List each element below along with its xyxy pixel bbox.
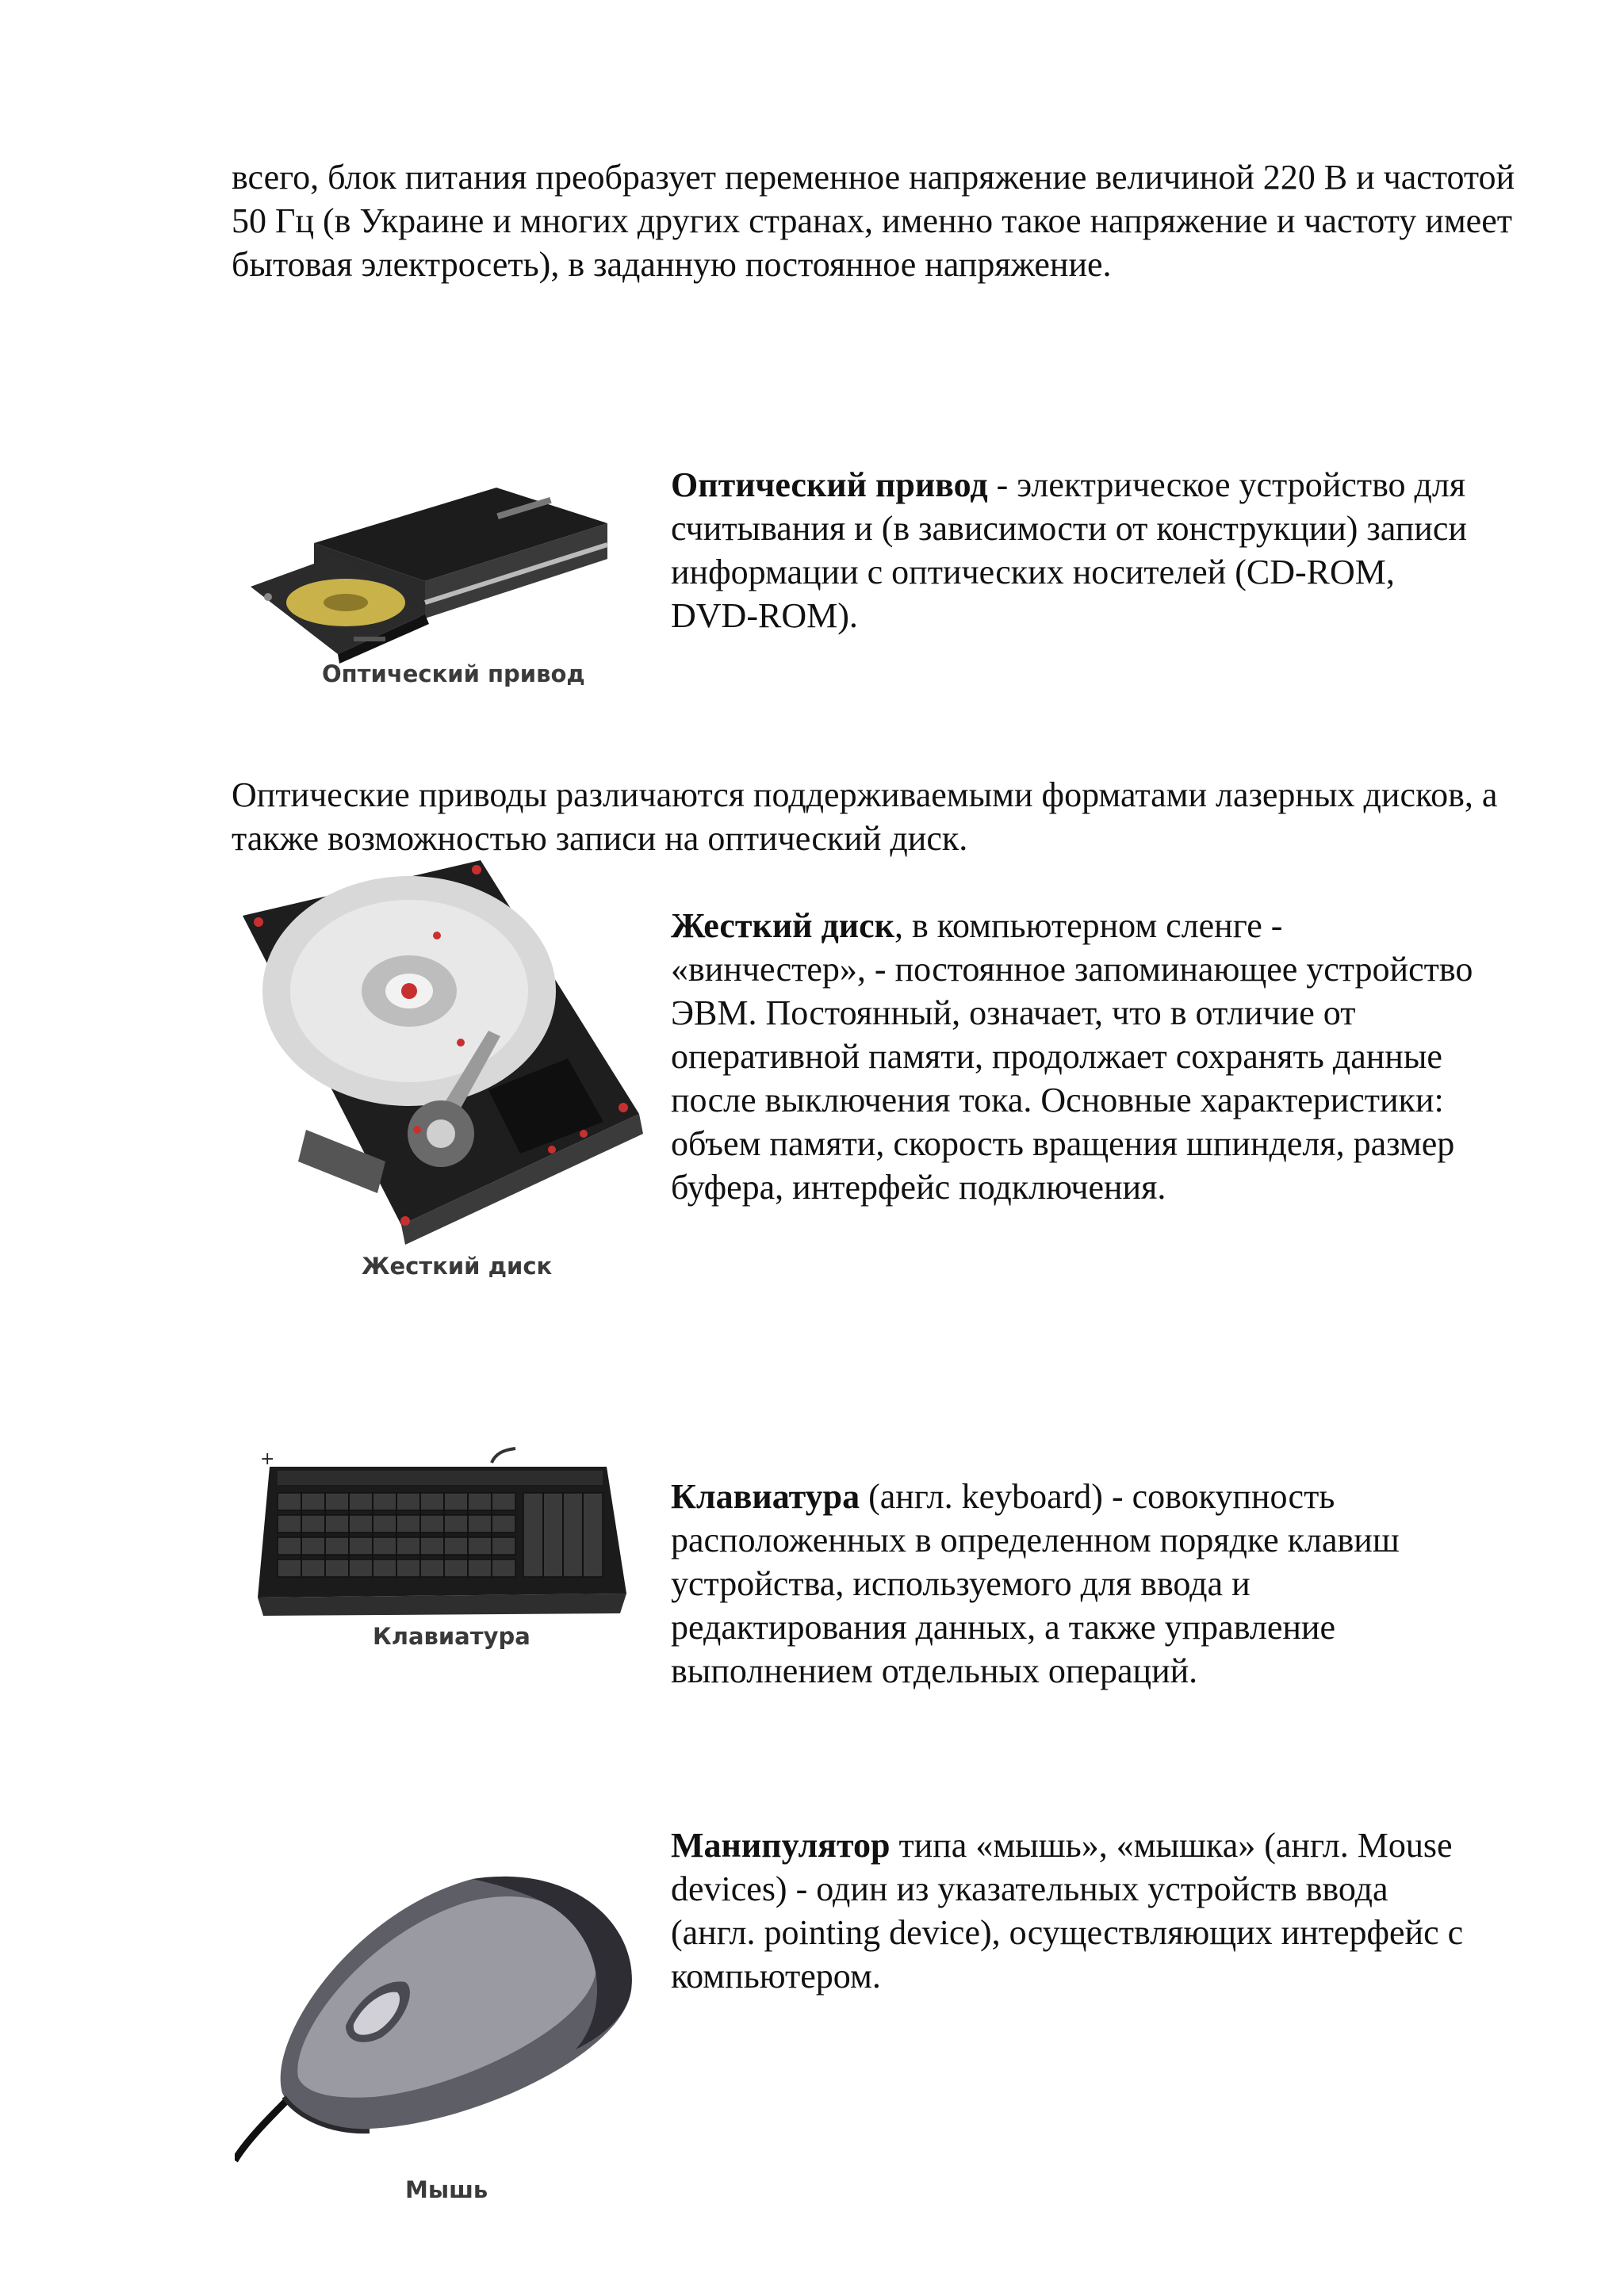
optical-drive-caption: Оптический привод (322, 660, 585, 687)
mouse-text: типа «мышь», «мышка» (англ. Mouse devices) - один из указательных устройств ввода (англ. pointing device), осуществляющих интерфейс с компьютером. (671, 1826, 1464, 1996)
hard-disk-term: Жесткий диск (671, 906, 895, 945)
intro-paragraph: всего, блок питания преобразует переменное напряжение величиной 220 В и частотой 50 Гц (в Украине и многих других странах, именно такое напряжение и частоту имеет бытовая электросеть), в заданную постоянное напряжение. (232, 158, 1515, 284)
keyboard-term: Клавиатура (671, 1477, 860, 1516)
mouse-term: Манипулятор (671, 1826, 891, 1865)
hard-disk-description (671, 904, 1480, 1209)
svg-text:+: + (260, 1449, 275, 1469)
hard-disk-text: , в компьютерном сленге - «винчестер», - постоянное запоминающее устройство ЭВМ. Постоянный, означает, что в отличие от оперативной памяти, продолжает сохранять данные после выключения тока. Основные характеристики: объем памяти, скорость вращения шпинделя, размер буфера, интерфейс подключения. (671, 906, 1473, 1207)
keyboard-description (671, 1475, 1480, 1693)
hard-disk-image (235, 860, 655, 1292)
hard-disk-caption: Жесткий диск (362, 1253, 553, 1280)
mouse-figure (235, 1863, 647, 2212)
optical-note-paragraph: Оптические приводы различаются поддерживаемыми форматами лазерных дисков, а также возможностью записи на оптический диск. (232, 775, 1498, 858)
optical-drive-description (671, 463, 1480, 637)
keyboard-image (254, 1447, 626, 1617)
keyboard-text: (англ. keyboard) - совокупность расположенных в определенном порядке клавиш устройства, используемого для ввода и редактирования данных, а также управление выполнением отдельных операций. (671, 1477, 1400, 1690)
optical-drive-text: - электрическое устройство для считывания и (в зависимости от конструкции) записи информации с оптических носителей (CD-ROM, DVD-ROM). (671, 465, 1467, 635)
optical-drive-term: Оптический привод (671, 465, 988, 504)
mouse-caption: Мышь (405, 2176, 488, 2203)
mouse-image (235, 1863, 647, 2172)
hard-disk-figure (235, 860, 655, 1292)
keyboard-caption: Клавиатура (373, 1623, 530, 1650)
keyboard-figure (254, 1447, 626, 1665)
mouse-description (671, 1823, 1480, 1998)
optical-drive-figure (235, 456, 647, 698)
